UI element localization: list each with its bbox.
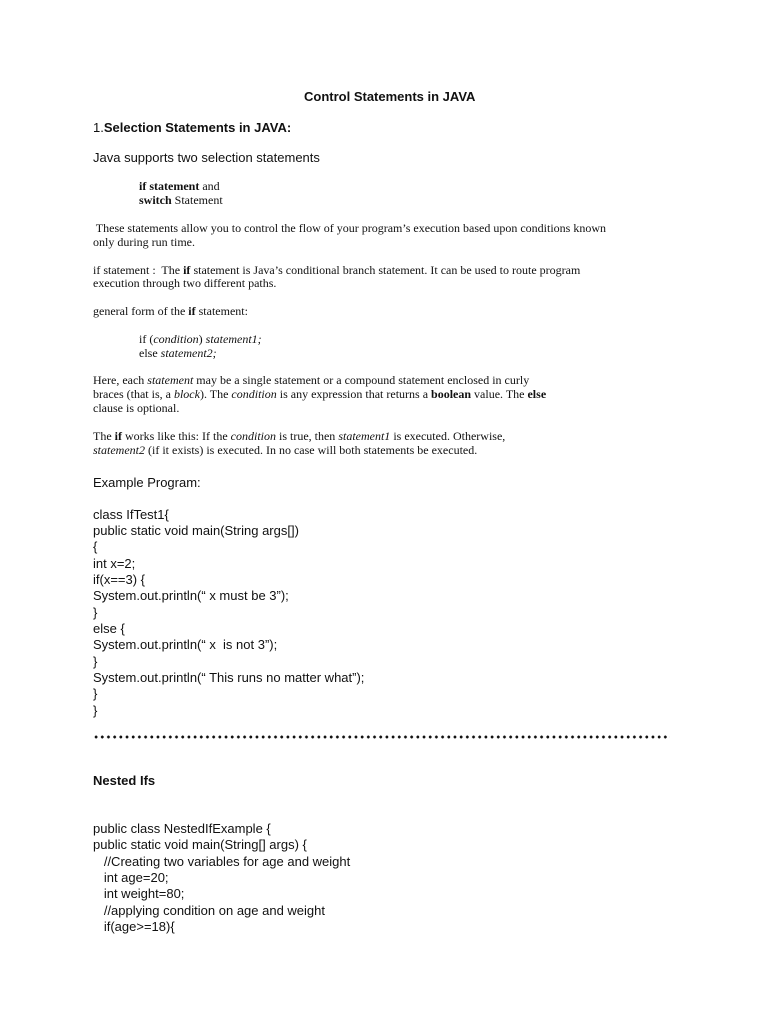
code-line: } — [93, 686, 98, 701]
list-item-if: if statement and — [139, 179, 220, 193]
code-line: if(age>=18){ — [93, 919, 175, 934]
paragraph-line: The if works like this: If the condition is true, then statement1 is executed. Otherwise, — [93, 429, 506, 443]
code-line: public class NestedIfExample { — [93, 821, 271, 836]
paragraph-line: Here, each statement may be a single statement or a compound statement enclosed in curly — [93, 373, 530, 387]
code-line: int weight=80; — [93, 886, 185, 901]
section-heading: 1.Selection Statements in JAVA: — [93, 120, 292, 135]
code-line: } — [93, 703, 98, 718]
paragraph-line: only during run time. — [93, 235, 195, 249]
code-line: int age=20; — [93, 870, 169, 885]
nested-ifs-heading: Nested Ifs — [93, 773, 156, 788]
syntax-line: else statement2; — [139, 346, 217, 360]
code-line: { — [93, 539, 98, 554]
code-line: public static void main(String args[]) — [93, 523, 299, 538]
paragraph-line: general form of the if statement: — [93, 304, 248, 318]
list-item-switch: switch Statement — [139, 193, 223, 207]
paragraph-line: statement2 (if it exists) is executed. In no case will both statements be executed. — [93, 443, 478, 457]
code-line: System.out.println(“ x must be 3”); — [93, 588, 289, 603]
paragraph-line: if statement : The if statement is Java’s conditional branch statement. It can be used to route program — [93, 263, 581, 277]
code-line: if(x==3) { — [93, 572, 146, 587]
code-line: //Creating two variables for age and weight — [93, 854, 351, 869]
example-label: Example Program: — [93, 475, 201, 490]
code-line: else { — [93, 621, 125, 636]
code-line: System.out.println(“ x is not 3”); — [93, 637, 278, 652]
paragraph-line: clause is optional. — [93, 401, 180, 415]
code-line: int x=2; — [93, 556, 136, 571]
code-line: System.out.println(“ This runs no matter what”); — [93, 670, 365, 685]
code-line: } — [93, 654, 98, 669]
paragraph-line: These statements allow you to control the flow of your program’s execution based upon conditions known — [93, 221, 607, 235]
code-line: } — [93, 605, 98, 620]
syntax-line: if (condition) statement1; — [139, 332, 262, 346]
document-title: Control Statements in JAVA — [304, 89, 476, 104]
paragraph-line: braces (that is, a block). The condition is any expression that returns a boolean value. The else — [93, 387, 547, 401]
intro-text: Java supports two selection statements — [93, 150, 320, 165]
code-line: public static void main(String[] args) { — [93, 837, 307, 852]
code-line: //applying condition on age and weight — [93, 903, 326, 918]
code-line: class IfTest1{ — [93, 507, 169, 522]
dotted-divider — [93, 735, 670, 739]
paragraph-line: execution through two different paths. — [93, 276, 277, 290]
